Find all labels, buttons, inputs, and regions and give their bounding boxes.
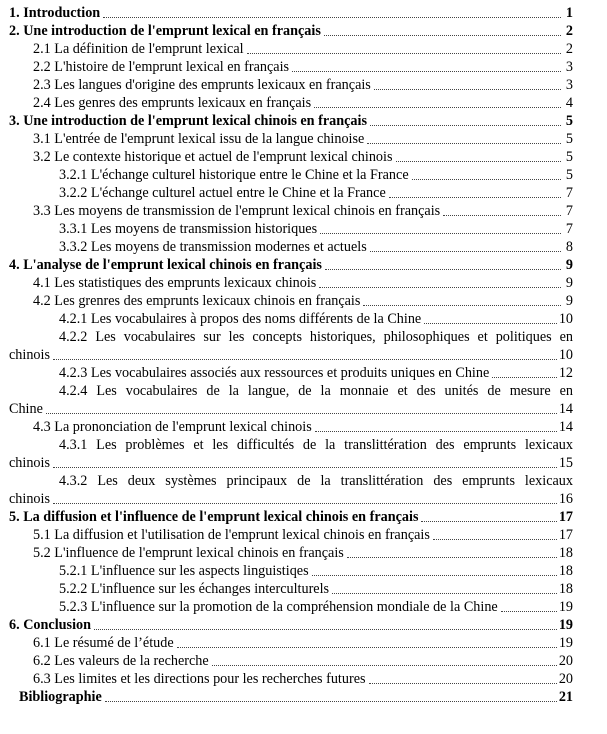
toc-entry[interactable] (9, 112, 573, 130)
dot-leader (324, 35, 561, 36)
dot-leader (374, 89, 561, 90)
dot-leader (312, 575, 557, 576)
toc-entry-page: 10 (558, 347, 573, 363)
dot-leader (247, 53, 561, 54)
toc-entry-title: 2.1 La définition de l'emprunt lexical (33, 41, 244, 57)
toc-entry-page: 4 (565, 95, 573, 111)
toc-entry[interactable] (9, 202, 573, 220)
toc-entry-page: 8 (565, 239, 573, 255)
toc-entry-page: 18 (558, 581, 573, 597)
toc-entry-title: 4.2.3 Les vocabulaires associés aux ressources et produits uniques en Chine (59, 365, 490, 381)
toc-entry-title: 6.1 Le résumé de l’étude (33, 635, 174, 651)
dot-leader (492, 377, 557, 378)
toc-entry-title: 3. Une introduction de l'emprunt lexical chinois en français (9, 113, 367, 129)
dot-leader (443, 215, 561, 216)
toc-entry-title: 2.2 L'histoire de l'emprunt lexical en français (33, 59, 290, 75)
dot-leader (177, 647, 557, 648)
toc-entry-page: 14 (558, 401, 573, 417)
toc-entry-page: 21 (558, 689, 573, 705)
dot-leader (319, 287, 561, 288)
dot-leader (347, 557, 557, 558)
toc-entry-page: 18 (558, 545, 573, 561)
dot-leader (396, 161, 562, 162)
dot-leader (367, 143, 561, 144)
toc-entry-page: 9 (565, 257, 573, 273)
toc-entry-page: 19 (558, 599, 573, 615)
toc-entry[interactable] (9, 148, 573, 166)
toc-entry[interactable] (9, 580, 573, 598)
dot-leader (389, 197, 561, 198)
toc-entry-title: Bibliographie (19, 689, 102, 705)
toc-entry-title-continued: Chine (9, 401, 43, 417)
toc-entry[interactable] (9, 220, 573, 238)
toc-entry[interactable] (9, 616, 573, 634)
toc-entry-page: 5 (565, 113, 573, 129)
toc-entry-page: 17 (558, 509, 573, 525)
toc-entry[interactable] (9, 688, 573, 706)
toc-entry-title: 6. Conclusion (9, 617, 91, 633)
toc-entry-title: 5.1 La diffusion et l'utilisation de l'emprunt lexical chinois en français (33, 527, 430, 543)
dot-leader (315, 431, 557, 432)
toc-entry-page: 7 (565, 203, 573, 219)
toc-entry[interactable] (9, 562, 573, 580)
dot-leader (46, 413, 557, 414)
toc-entry-title-continued: chinois (9, 347, 50, 363)
toc-entry-title: 4.2.2 Les vocabulaires sur les concepts historiques, philosophiques et politiques en (59, 329, 573, 345)
toc-entry-page: 15 (558, 455, 573, 471)
toc-entry[interactable] (9, 328, 573, 364)
toc-entry-page: 19 (558, 635, 573, 651)
toc-entry-title: 2.4 Les genres des emprunts lexicaux en français (33, 95, 312, 111)
toc-entry[interactable] (9, 544, 573, 562)
toc-entry-title: 2. Une introduction de l'emprunt lexical en français (9, 23, 321, 39)
toc-entry-page: 18 (558, 563, 573, 579)
toc-entry[interactable] (9, 166, 573, 184)
toc-entry[interactable] (9, 526, 573, 544)
toc-entry-title: 4. L'analyse de l'emprunt lexical chinois en français (9, 257, 322, 273)
toc-entry-page: 20 (558, 671, 573, 687)
toc-entry[interactable] (9, 76, 573, 94)
dot-leader (424, 323, 557, 324)
toc-entry-page: 17 (558, 527, 573, 543)
toc-entry-title: 3.2.2 L'échange culturel actuel entre le Chine et la France (59, 185, 386, 201)
toc-entry-title: 5.2.1 L'influence sur les aspects linguistiqes (59, 563, 309, 579)
toc-entry-title: 3.2.1 L'échange culturel historique entre le Chine et la France (59, 167, 409, 183)
dot-leader (369, 683, 557, 684)
toc-entry[interactable] (9, 652, 573, 670)
toc-entry[interactable] (9, 292, 573, 310)
dot-leader (421, 521, 556, 522)
toc-entry-page: 14 (558, 419, 573, 435)
toc-entry-title: 4.2.1 Les vocabulaires à propos des noms différents de la Chine (59, 311, 422, 327)
toc-entry-page: 12 (558, 365, 573, 381)
toc-entry[interactable] (9, 310, 573, 328)
toc-entry-page: 5 (565, 167, 573, 183)
dot-leader (412, 179, 561, 180)
toc-entry-title: 3.1 L'entrée de l'emprunt lexical issu de la langue chinoise (33, 131, 365, 147)
toc-entry-page: 16 (558, 491, 573, 507)
toc-entry[interactable] (9, 274, 573, 292)
dot-leader (105, 701, 557, 702)
toc-entry[interactable] (9, 256, 573, 274)
toc-entry-page: 7 (565, 221, 573, 237)
toc-entry[interactable] (9, 436, 573, 472)
toc-entry[interactable] (9, 634, 573, 652)
toc-entry-page: 2 (565, 23, 573, 39)
toc-entry-title: 5.2.2 L'influence sur les échanges interculturels (59, 581, 330, 597)
toc-entry-title: 3.2 Le contexte historique et actuel de l'emprunt lexical chinois (33, 149, 393, 165)
toc-entry[interactable] (9, 22, 573, 40)
toc-entry-page: 5 (565, 149, 573, 165)
dot-leader (314, 107, 561, 108)
toc-entry-title: 4.1 Les statistiques des emprunts lexicaux chinois (33, 275, 317, 291)
dot-leader (332, 593, 557, 594)
toc-entry[interactable] (9, 508, 573, 526)
toc-entry-title: 2.3 Les langues d'origine des emprunts lexicaux en français (33, 77, 371, 93)
dot-leader (94, 629, 557, 630)
toc-entry[interactable] (9, 472, 573, 508)
toc-entry-title-continued: chinois (9, 455, 50, 471)
toc-entry-title: 6.2 Les valeurs de la recherche (33, 653, 209, 669)
toc-entry-page: 3 (565, 77, 573, 93)
toc-entry-title: 4.3.2 Les deux systèmes principaux de la translittération des emprunts lexicaux (59, 473, 573, 489)
toc-entry-page: 2 (565, 41, 573, 57)
toc-entry-page: 9 (565, 293, 573, 309)
toc-entry-title-continued: chinois (9, 491, 50, 507)
toc-entry[interactable] (9, 58, 573, 76)
toc-entry-title: 6.3 Les limites et les directions pour les recherches futures (33, 671, 366, 687)
toc-entry[interactable] (9, 418, 573, 436)
toc-entry[interactable] (9, 4, 573, 22)
toc-entry-title: 5. La diffusion et l'influence de l'emprunt lexical chinois en français (9, 509, 419, 525)
dot-leader (53, 359, 557, 360)
toc-entry-title: 3.3.2 Les moyens de transmission modernes et actuels (59, 239, 367, 255)
toc-entry-page: 1 (565, 5, 573, 21)
toc-entry-page: 7 (565, 185, 573, 201)
dot-leader (53, 503, 557, 504)
dot-leader (53, 467, 557, 468)
dot-leader (325, 269, 561, 270)
toc-entry-title: 1. Introduction (9, 5, 101, 21)
dot-leader (363, 305, 561, 306)
toc-entry-title: 4.2.4 Les vocabulaires de la langue, de la monnaie et des unités de mesure en (59, 383, 573, 399)
toc-entry-page: 10 (558, 311, 573, 327)
dot-leader (320, 233, 561, 234)
toc-entry-page: 9 (565, 275, 573, 291)
toc-entry-page: 19 (558, 617, 573, 633)
dot-leader (212, 665, 557, 666)
toc-entry[interactable] (9, 598, 573, 616)
toc-entry[interactable] (9, 184, 573, 202)
dot-leader (370, 125, 561, 126)
toc-entry[interactable] (9, 670, 573, 688)
dot-leader (501, 611, 557, 612)
toc-entry-title: 5.2 L'influence de l'emprunt lexical chinois en français (33, 545, 344, 561)
toc-entry[interactable] (9, 130, 573, 148)
dot-leader (370, 251, 561, 252)
dot-leader (103, 17, 561, 18)
toc-entry-page: 3 (565, 59, 573, 75)
toc-entry-page: 5 (565, 131, 573, 147)
toc-entry-page: 20 (558, 653, 573, 669)
dot-leader (433, 539, 557, 540)
toc-entry-title: 3.3 Les moyens de transmission de l'emprunt lexical chinois en français (33, 203, 441, 219)
toc-entry-title: 5.2.3 L'influence sur la promotion de la compréhension mondiale de la Chine (59, 599, 498, 615)
dot-leader (292, 71, 561, 72)
toc-entry[interactable] (9, 238, 573, 256)
toc-entry-title: 4.3.1 Les problèmes et les difficultés de la translittération des emprunts lexicaux (59, 437, 573, 453)
toc-entry[interactable] (9, 40, 573, 58)
toc-entry-title: 4.3 La prononciation de l'emprunt lexical chinois (33, 419, 312, 435)
toc-entry[interactable] (9, 94, 573, 112)
toc-entry-title: 4.2 Les grenres des emprunts lexicaux chinois en français (33, 293, 361, 309)
toc-entry[interactable] (9, 364, 573, 382)
toc-entry-title: 3.3.1 Les moyens de transmission historiques (59, 221, 318, 237)
toc-entry[interactable] (9, 382, 573, 418)
